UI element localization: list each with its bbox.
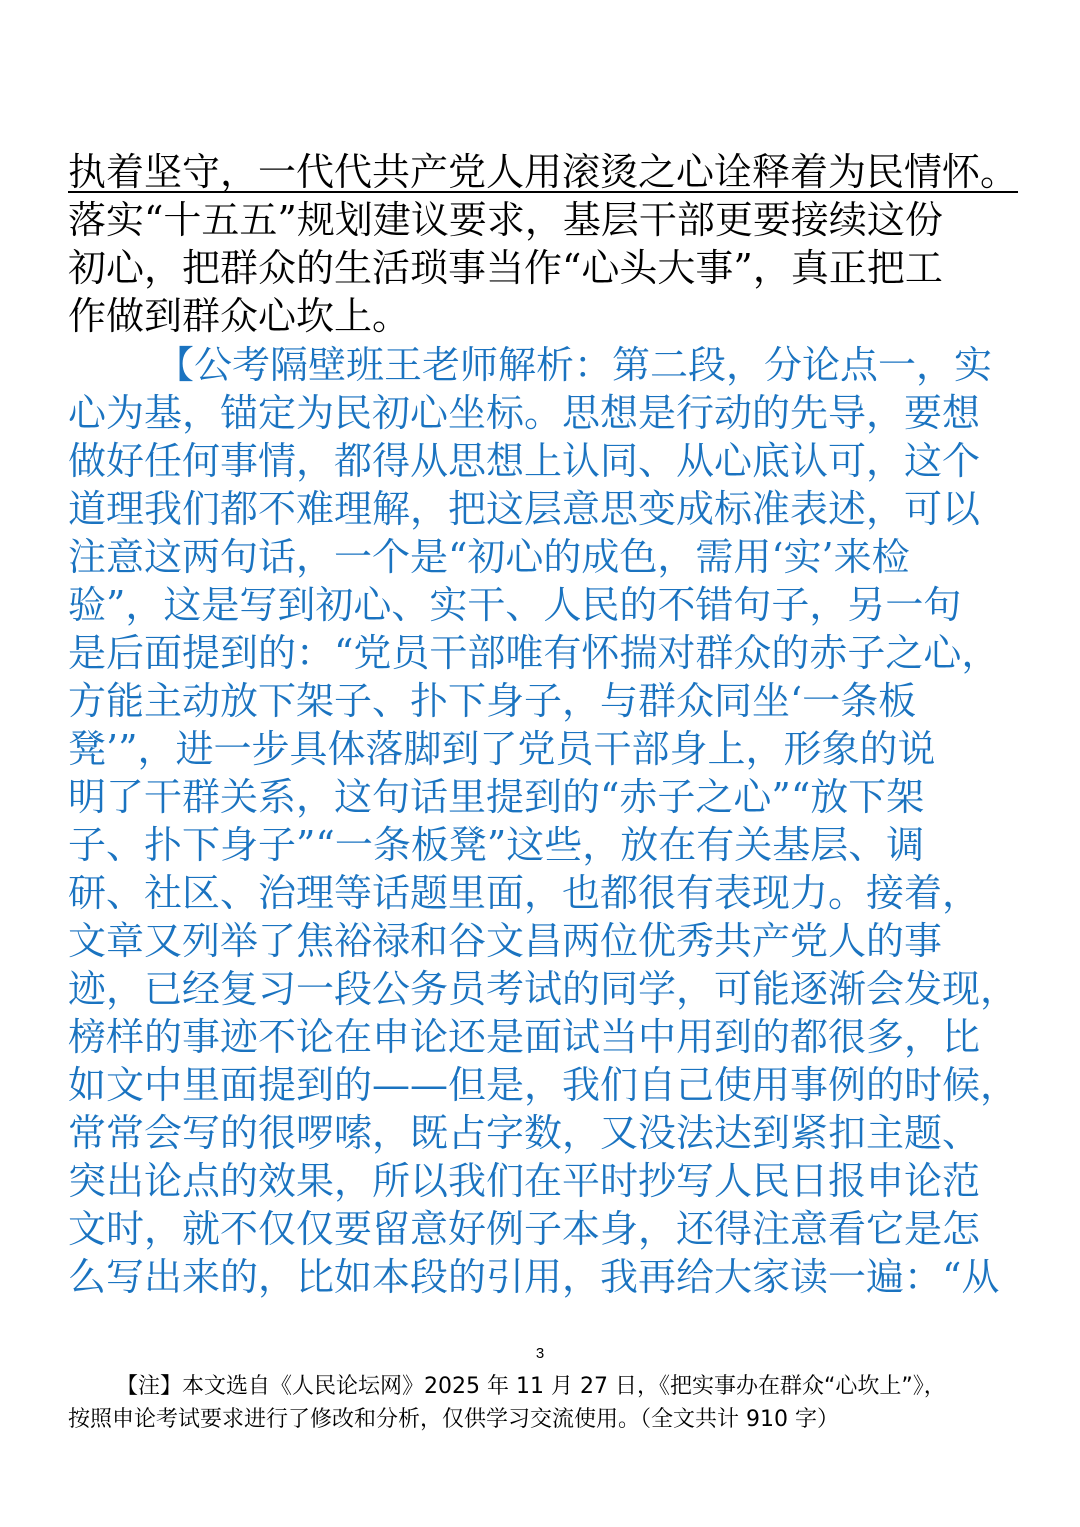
analysis-line: 榜样的事迹不论在申论还是面试当中用到的都很多，比 — [68, 1015, 981, 1059]
analysis-line: 常常会写的很啰嗦，既占字数，又没法达到紧扣主题、 — [68, 1111, 981, 1155]
analysis-line: 【公考隔壁班王老师解析：第二段，分论点一，实 — [156, 343, 993, 387]
analysis-line: 突出论点的效果，所以我们在平时抄写人民日报申论范 — [68, 1159, 981, 1203]
analysis-line: 如文中里面提到的——但是，我们自己使用事例的时候， — [68, 1063, 1019, 1107]
analysis-line: 迹，已经复习一段公务员考试的同学，可能逐渐会发现， — [68, 967, 1019, 1011]
footnote-line: 按照申论考试要求进行了修改和分析，仅供学习交流使用。（全文共计 910 字） — [68, 1407, 839, 1432]
analysis-line: 明了干群关系，这句话里提到的“赤子之心”“放下架 — [68, 775, 925, 819]
analysis-line: 凳’”，进一步具体落脚到了党员干部身上，形象的说 — [68, 727, 936, 771]
analysis-line: 文章又列举了焦裕禄和谷文昌两位优秀共产党人的事 — [68, 919, 943, 963]
body-line: 落实“十五五”规划建议要求，基层干部更要接续这份 — [68, 198, 943, 242]
body-line: 作做到群众心坎上。 — [68, 294, 411, 338]
footnote — [68, 1370, 1028, 1436]
analysis-line: 心为基，锚定为民初心坐标。思想是行动的先导，要想 — [68, 391, 981, 435]
analysis-line: 验”，这是写到初心、实干、人民的不错句子，另一句 — [68, 583, 962, 627]
footnote-line: 【注】本文选自《人民论坛网》2025 年 11 月 27 日，《把实事办在群众“心坎上”》， — [116, 1374, 946, 1399]
analysis-line: 是后面提到的：“党员干部唯有怀揣对群众的赤子之心， — [68, 631, 1000, 675]
analysis-line: 注意这两句话，一个是“初心的成色，需用‘实’来检 — [68, 535, 910, 579]
body-line: 初心，把群众的生活琐事当作“心头大事”，真正把工 — [68, 246, 943, 290]
analysis-line: 子、扑下身子”“一条板凳”这些，放在有关基层、调 — [68, 823, 925, 867]
analysis-line: 么写出来的，比如本段的引用，我再给大家读一遍：“从 — [68, 1255, 1000, 1299]
analysis-line: 文时，就不仅仅要留意好例子本身，还得注意看它是怎 — [68, 1207, 981, 1251]
analysis-paragraph — [68, 341, 1026, 1301]
analysis-line: 做好任何事情，都得从思想上认同、从心底认可，这个 — [68, 439, 981, 483]
analysis-line: 研、社区、治理等话题里面，也都很有表现力。接着， — [68, 871, 981, 915]
analysis-line: 方能主动放下架子、扑下身子，与群众同坐‘一条板 — [68, 679, 917, 723]
analysis-line: 道理我们都不难理解，把这层意思变成标准表述，可以 — [68, 487, 981, 531]
page-number: 3 — [535, 1345, 545, 1362]
body-paragraph — [68, 148, 1026, 340]
body-line: 执着坚守，一代代共产党人用滚烫之心诠释着为民情怀。 — [68, 150, 1019, 194]
